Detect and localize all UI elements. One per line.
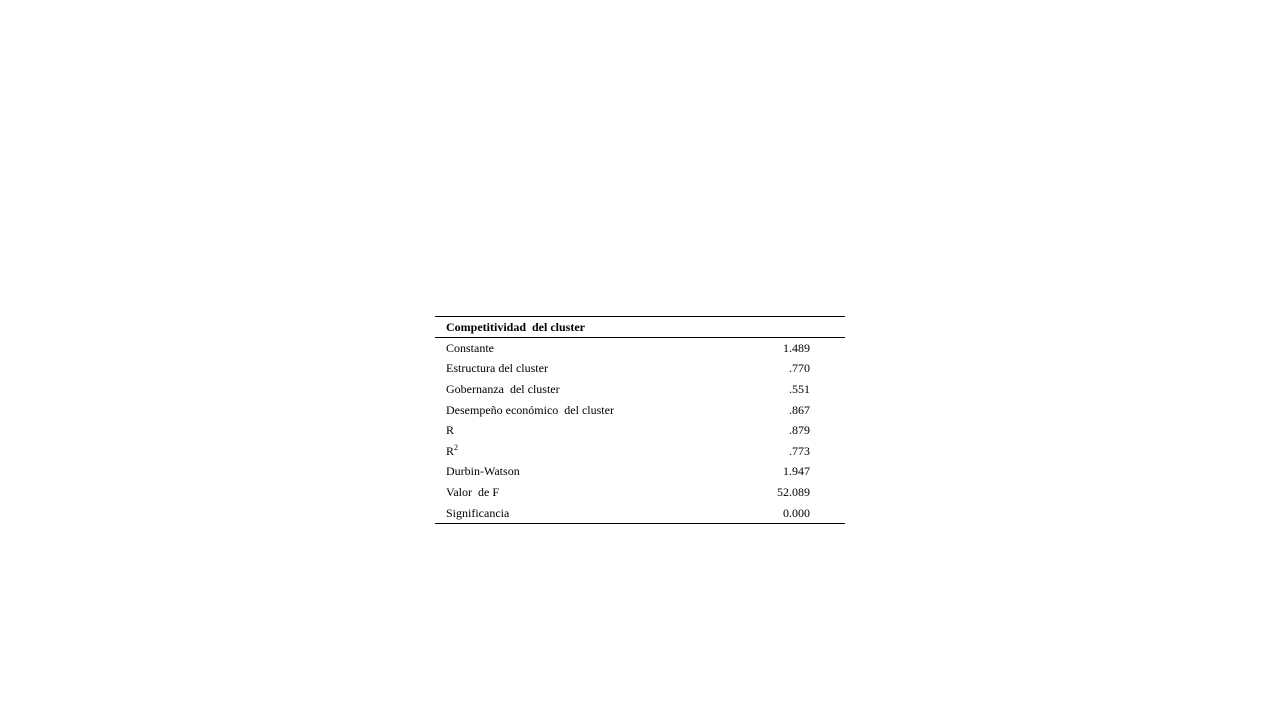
table-row-r [435,420,845,441]
table-header-row [435,317,845,338]
row-label-r-squared [435,441,732,462]
row-value: .867 [789,402,810,417]
row-label: Gobernanza del cluster [446,381,560,396]
row-label: Durbin-Watson [446,464,520,479]
row-value: .773 [789,443,810,458]
table-row-constante [435,338,845,359]
row-label: Desempeño económico del cluster [446,402,614,417]
row-label: Constante [446,340,494,355]
table-row-significancia [435,503,845,524]
row-label: Estructura del cluster [446,361,548,376]
row-label-superscript: 2 [454,442,459,452]
row-value: 1.489 [783,340,810,355]
table-header: Competitividad del cluster [446,320,585,334]
row-label-base: R [446,443,455,458]
table-row-r-squared [435,441,845,462]
row-label: Significancia [446,505,510,520]
row-value: 52.089 [777,484,810,499]
row-value: .879 [789,423,810,438]
table-row-valor-f [435,482,845,503]
row-value: 1.947 [783,464,810,479]
table-row-durbin-watson [435,462,845,483]
row-value: 0.000 [783,505,810,520]
table-row-desempeno [435,400,845,421]
table-row-estructura [435,359,845,380]
regression-results-table [435,316,845,524]
table-row-gobernanza [435,379,845,400]
regression-table-container [435,316,845,524]
row-value: .770 [789,361,810,376]
row-label: Valor de F [446,484,499,499]
row-value: .551 [789,381,810,396]
row-label: R [446,423,455,438]
